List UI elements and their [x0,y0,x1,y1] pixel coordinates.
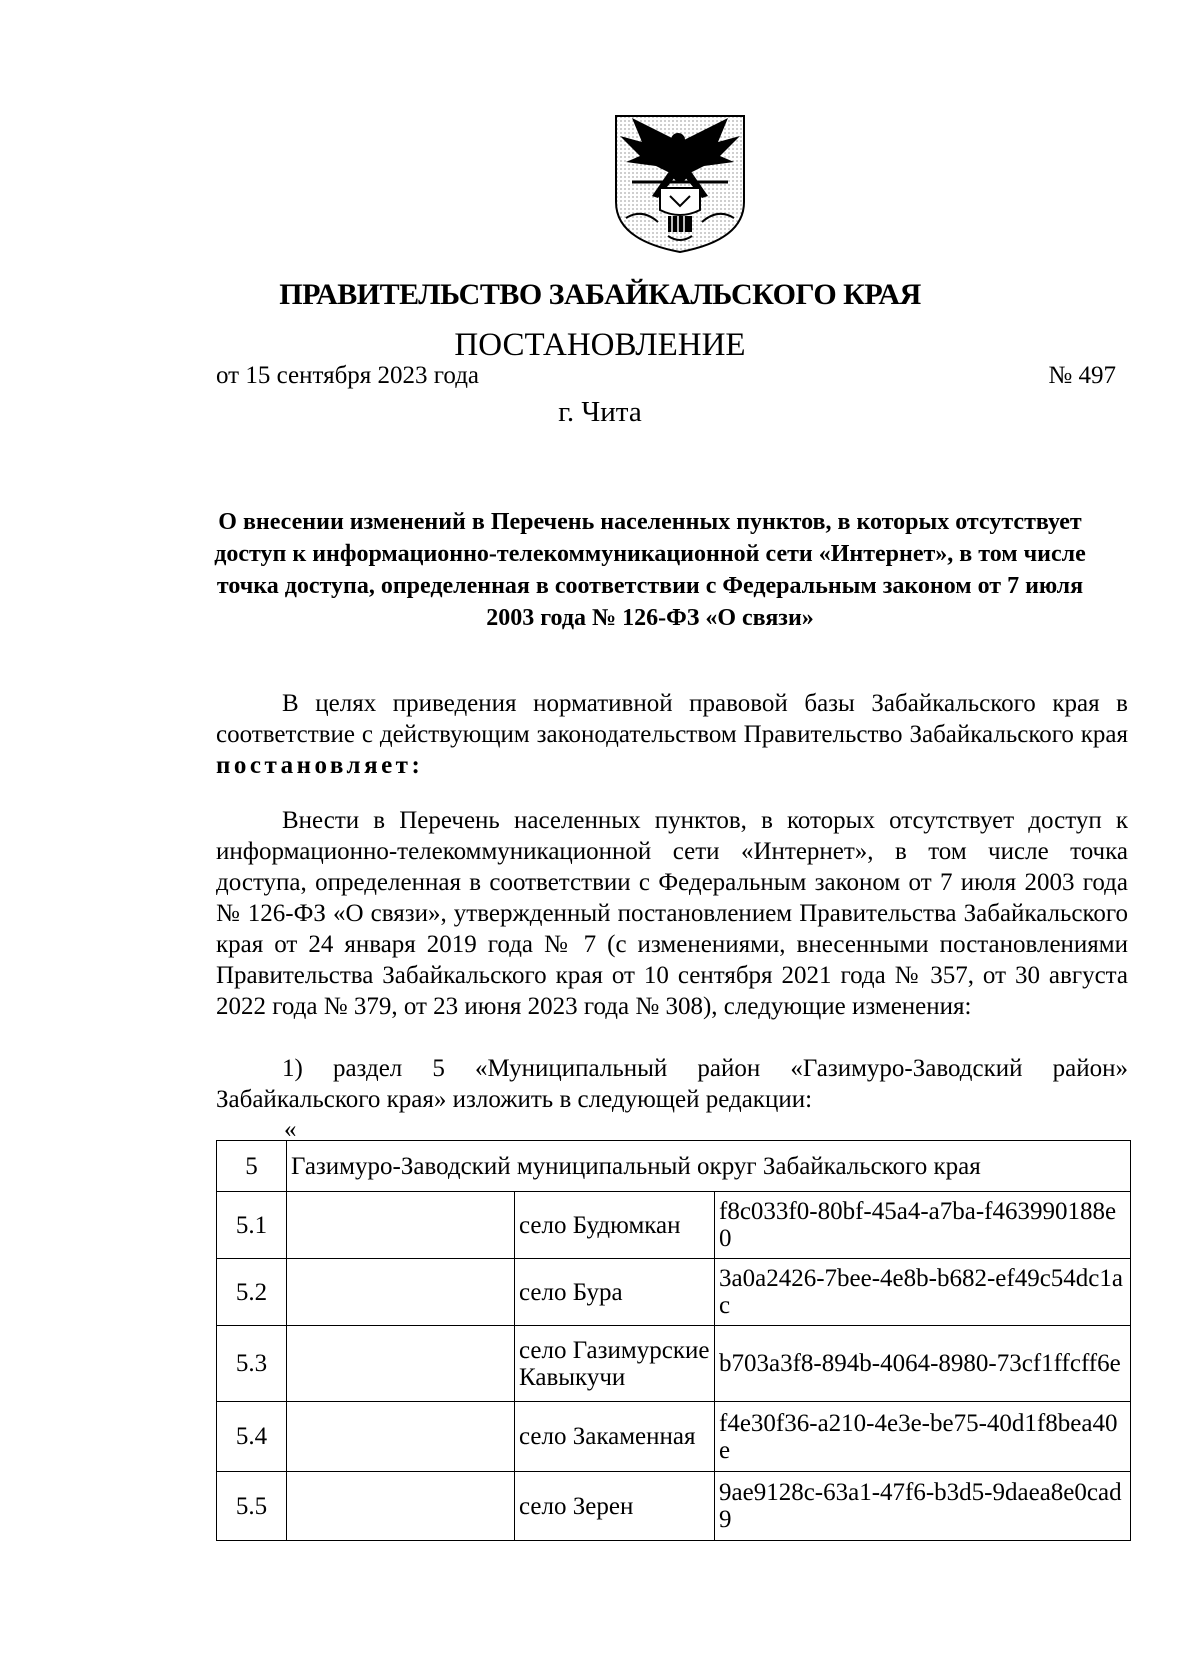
preamble-verb: постановляет: [216,752,424,779]
row-id: b703a3f8-894b-4064-8980-73cf1ffcff6e [715,1326,1131,1402]
main-paragraph-text: Внести в Перечень населенных пунктов, в которых отсутствует доступ к информационно-телекоммуникационной сети «Интернет», в том числе точка доступа, определенная в соответствии с Федеральным законом от 7 июля 2003 года № 126-ФЗ «О связи», утвержденный постановлением Правительства Забайкальского края от 24 января 2019 года № 7 (с изменениями, внесенными постановлениями Правительства Забайкальского края от 10 сентября 2021 года № 357, от 30 августа 2022 года № 379, от 23 июня 2023 года № 308), следующие изменения: [216,807,1128,1020]
section-number: 5 [217,1141,287,1192]
row-empty-cell [287,1402,515,1472]
row-id: 9ae9128c-63a1-47f6-b3d5-9daea8e0cad9 [715,1472,1131,1541]
row-id: f4e30f36-a210-4e3e-be75-40d1f8bea40e [715,1402,1131,1472]
row-id: f8c033f0-80bf-45a4-a7ba-f463990188e0 [715,1192,1131,1259]
document-type: ПОСТАНОВЛЕНИЕ [454,327,746,363]
table-row [217,1192,1131,1259]
item-1-text: 1) раздел 5 «Муниципальный район «Газимуро-Заводский район» Забайкальского края» изложить в следующей редакции: [216,1055,1128,1113]
table-row [217,1472,1131,1541]
table-row [217,1402,1131,1472]
document-subject: О внесении изменений в Перечень населенных пунктов, в которых отсутствует доступ к информационно-телекоммуникационной сети «Интернет», в том числе точка доступа, определенная в соответствии с Федеральным законом от 7 июля 2003 года № 126-ФЗ «О связи» [214,509,1086,631]
row-empty-cell [287,1192,515,1259]
row-place: село Газимурские Кавыкучи [515,1326,715,1402]
row-number: 5.1 [217,1192,287,1259]
organization-title: ПРАВИТЕЛЬСТВО ЗАБАЙКАЛЬСКОГО КРАЯ [279,278,921,311]
table-row [217,1326,1131,1402]
row-empty-cell [287,1326,515,1402]
section-title: Газимуро-Заводский муниципальный округ Забайкальского края [287,1141,1131,1192]
preamble-text: В целях приведения нормативной правовой базы Забайкальского края в соответствие с действующим законодательством Правительство Забайкальского края [216,690,1128,748]
row-empty-cell [287,1259,515,1326]
row-place: село Закаменная [515,1402,715,1472]
row-place: село Зерен [515,1472,715,1541]
row-place: село Будюмкан [515,1192,715,1259]
main-paragraph [216,805,1128,1022]
row-number: 5.4 [217,1402,287,1472]
row-empty-cell [287,1472,515,1541]
settlements-table [216,1140,1131,1541]
row-number: 5.5 [217,1472,287,1541]
document-city: г. Чита [558,396,642,428]
table-section-row [217,1141,1131,1192]
preamble-paragraph [216,688,1128,781]
document-date: от 15 сентября 2023 года [216,362,480,389]
row-number: 5.2 [217,1259,287,1326]
row-number: 5.3 [217,1326,287,1402]
opening-quote: « [284,1116,297,1143]
row-place: село Бура [515,1259,715,1326]
row-id: 3a0a2426-7bee-4e8b-b682-ef49c54dc1ac [715,1259,1131,1326]
item-1-paragraph [216,1053,1128,1115]
coat-of-arms-emblem [612,112,748,254]
document-number: № 497 [1048,362,1116,389]
table-row [217,1259,1131,1326]
